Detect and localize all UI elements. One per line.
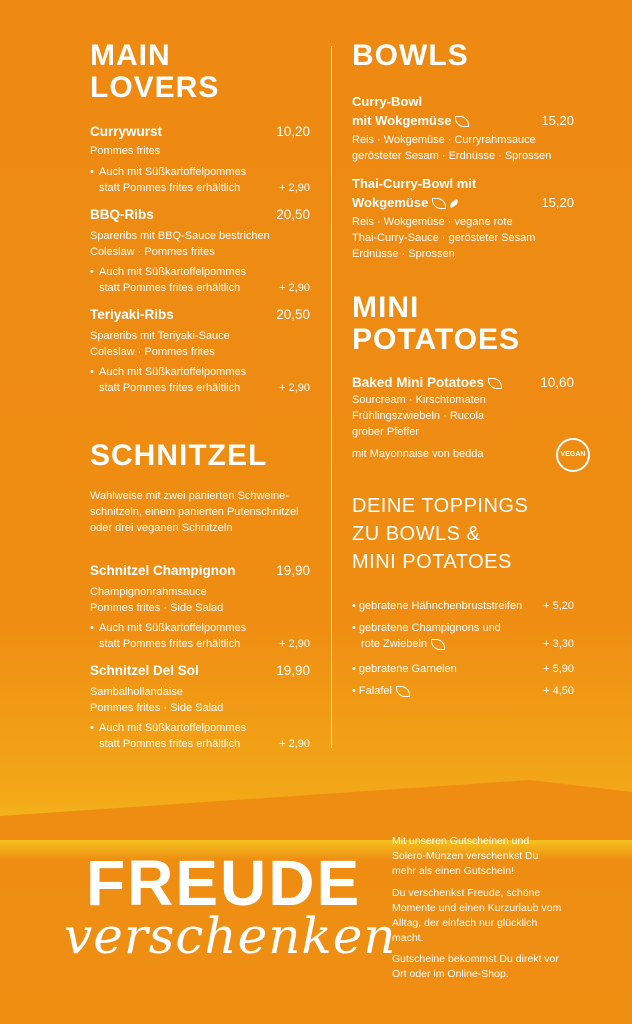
main-lovers-title: MAIN LOVERS: [90, 39, 220, 104]
mini-potatoes-title: MINI POTATOES: [352, 291, 521, 356]
column-divider: [331, 46, 332, 748]
item-note: mit Mayonnaise von bedda: [352, 448, 484, 460]
menu-item-schnitzel-del-sol: Schnitzel Del Sol 19,90: [90, 663, 310, 678]
item-upgrade-note: • Auch mit Süßkartoffelpommes statt Pommes frites erhältlich + 2,90: [90, 366, 310, 394]
gift-paragraph-2: Du verschenkst Freude, schöne Momente und einen Kurzurlaub vom Alltag, der einfach nur glücklich macht.: [392, 887, 562, 944]
vegan-badge-icon: VEGAN: [556, 438, 590, 472]
freude-headline: FREUDE: [86, 847, 362, 919]
item-description: Sambalhollandaise Pommes frites · Side Salad: [90, 686, 224, 714]
item-upgrade-note: • Auch mit Süßkartoffelpommes statt Pommes frites erhältlich + 2,90: [90, 722, 310, 750]
menu-item-schnitzel-champignon: Schnitzel Champignon 19,90: [90, 563, 310, 578]
item-description: Reis · Wokgemüse · vegane rote Thai-Curry-Sauce · gerösteter Sesam Erdnüsse · Sprossen: [352, 216, 536, 260]
toppings-title: DEINE TOPPINGS ZU BOWLS & MINI POTATOES: [352, 495, 529, 573]
menu-item-thai-curry-bowl: Thai-Curry-Bowl mit Wokgemüse 15,20: [352, 176, 574, 210]
item-upgrade-note: • Auch mit Süßkartoffelpommes statt Pommes frites erhältlich + 2,90: [90, 266, 310, 294]
leaf-icon: [396, 686, 410, 697]
bowls-title: BOWLS: [352, 39, 469, 72]
topping-item: • Falafel + 4,50: [352, 685, 574, 697]
verschenken-script: verschenken: [64, 907, 397, 965]
item-description: Spareribs mit Teriyaki-Sauce Coleslaw · Pommes frites: [90, 330, 230, 358]
item-description: Reis · Wokgemüse · Curryrahmsauce gerösteter Sesam · Erdnüsse · Sprossen: [352, 134, 552, 162]
menu-item-bbq-ribs: BBQ-Ribs 20,50: [90, 207, 310, 222]
item-description: Sourcream · Kirschtomaten Frühlingszwiebeln · Rucola grober Pfeffer: [352, 394, 486, 438]
menu-item-currywurst: Currywurst 10,20: [90, 124, 310, 139]
menu-item-teriyaki-ribs: Teriyaki-Ribs 20,50: [90, 307, 310, 322]
item-upgrade-note: • Auch mit Süßkartoffelpommes statt Pommes frites erhältlich + 2,90: [90, 166, 310, 194]
item-description: Champignonrahmsauce Pommes frites · Side Salad: [90, 586, 224, 614]
gift-paragraph-3: Gutscheine bekommst Du direkt vor Ort oder im Online-Shop.: [392, 953, 559, 980]
leaf-icon: [488, 378, 502, 389]
menu-item-curry-bowl: Curry-Bowl mit Wokgemüse 15,20: [352, 94, 574, 128]
topping-item: • gebratene Hähnchenbruststreifen + 5,20: [352, 600, 574, 612]
item-description: Pommes frites: [90, 145, 161, 157]
yellow-band: [0, 780, 632, 840]
item-description: Spareribs mit BBQ-Sauce bestrichen Coleslaw · Pommes frites: [90, 230, 270, 258]
leaf-icon: [432, 198, 446, 209]
leaf-icon: [431, 639, 445, 650]
schnitzel-intro: Wahlweise mit zwei panierten Schweine- schnitzeln, einem panierten Putenschnitzel oder drei veganen Schnitzeln: [90, 490, 299, 534]
leaf-icon: [455, 116, 469, 127]
item-upgrade-note: • Auch mit Süßkartoffelpommes statt Pommes frites erhältlich + 2,90: [90, 622, 310, 650]
topping-item: • gebratene Garnelen + 5,90: [352, 663, 574, 675]
topping-item: • gebratene Champignons und rote Zwiebeln + 3,30: [352, 622, 574, 650]
schnitzel-title: SCHNITZEL: [90, 439, 268, 472]
menu-item-baked-mini-potatoes: Baked Mini Potatoes 10,60: [352, 375, 574, 390]
gift-paragraph-1: Mit unseren Gutscheinen und Solero-Münzen verschenkst Du mehr als einen Gutschein!: [392, 835, 539, 877]
chili-icon: [449, 199, 460, 208]
